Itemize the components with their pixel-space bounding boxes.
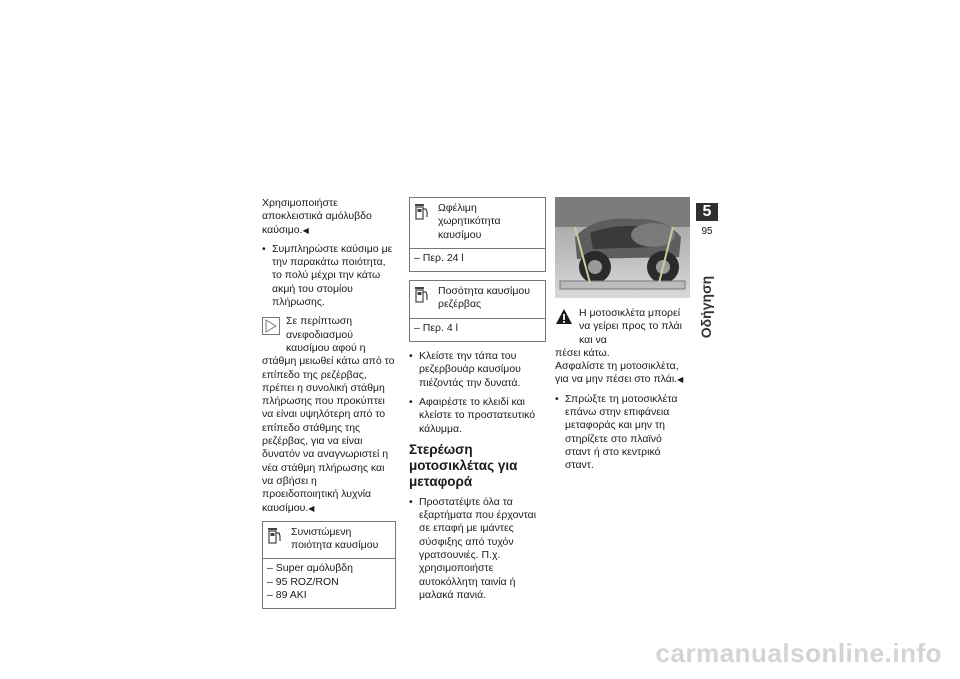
spec-box-tank-capacity xyxy=(409,197,546,272)
page-number: 95 xyxy=(701,226,713,237)
end-marker-icon: ◀ xyxy=(302,225,309,235)
spec-box-body xyxy=(410,319,545,341)
list-item: • Προστατέψτε όλα τα εξαρτήματα που έρχονται σε επαφή με ιμάντες σύσφιξης από τυχόν γρατσουνιές. Π.χ. χρησιμοποιήστε αυτοκόλλητη ταινία ή μαλακά πανιά. xyxy=(409,496,546,602)
spec-line: – Super αμόλυβδη xyxy=(267,562,353,575)
watermark-text: carmanualsonline.info xyxy=(655,638,942,668)
motorcycle-illustration xyxy=(555,197,690,298)
fuel-pump-icon xyxy=(415,287,429,303)
spec-box-header xyxy=(410,281,545,319)
section-heading: Στερέωση μοτοσικλέτας για μεταφορά xyxy=(409,441,518,489)
motorcycle-on-trailer-photo xyxy=(555,197,690,298)
spec-box-body xyxy=(410,249,545,271)
warning-note xyxy=(555,307,690,387)
list-item: • Αφαιρέστε το κλειδί και κλείστε το προστατευτικό κάλυμμα. xyxy=(409,396,546,436)
column-3 xyxy=(555,303,690,479)
note-triangle-icon xyxy=(262,317,280,335)
info-note xyxy=(262,315,396,514)
spec-box-reserve xyxy=(409,280,546,342)
end-marker-icon: ◀ xyxy=(308,503,315,513)
spec-line: – Περ. 4 l xyxy=(414,321,458,334)
warning-triangle-icon xyxy=(555,308,573,325)
chapter-side-title-text: Οδήγηση xyxy=(698,275,714,339)
end-marker-icon: ◀ xyxy=(677,375,684,385)
chapter-number-badge: 5 xyxy=(696,203,718,221)
warning-text-first: Η μοτοσικλέτα μπορεί να γείρει προς το πλάι και να xyxy=(579,307,682,346)
spec-line: – 95 ROZ/RON xyxy=(267,575,339,588)
spec-box-fuel-quality xyxy=(262,521,396,609)
list-item: • Συμπληρώστε καύσιμο με την παρακάτω ποιότητα, το πολύ μέχρι την κάτω ακμή του στομίου πλήρωσης. xyxy=(262,243,396,309)
fuel-pump-icon xyxy=(415,204,429,220)
column-2 xyxy=(409,197,546,608)
spec-line: – 89 AKI xyxy=(267,589,307,602)
list-item: • Κλείστε την τάπα του ρεζερβουάρ καυσίμου πιέζοντάς την δυνατά. xyxy=(409,350,546,390)
fuel-pump-icon xyxy=(268,528,282,544)
spec-line: – Περ. 24 l xyxy=(414,251,464,264)
intro-paragraph: Χρησιμοποιήστε αποκλειστικά αμόλυβδο καύσιμο.◀ xyxy=(262,197,372,236)
note-text-first: Σε περίπτωση ανεφοδιασμού καυσίμου αφού η xyxy=(286,315,366,354)
spec-box-title: Συνιστώμενη ποιότητα καυσίμου xyxy=(291,525,379,552)
spec-box-title: Ποσότητα καυσίμου ρεζέρβας xyxy=(438,285,530,311)
note-text-rest: στάθμη μειωθεί κάτω από το επίπεδο της ρεζέρβας, πρέπει η συνολική στάθμη πλήρωσης που προκύπτει να είναι υψηλότερη από το επίπεδο στάθμης της ρεζέρβας, για να είναι δυνατόν να αναγνωριστεί η νέα στάθμη πλήρωσης και να σβήσει η προειδοποιητική λυχνία καυσίμου.◀ xyxy=(262,355,395,514)
list-item: • Σπρώξτε τη μοτοσικλέτα επάνω στην επιφάνεια μεταφοράς και μην τη στηρίζετε στο πλαϊνό σταντ ή στο κεντρικό σταντ. xyxy=(555,393,690,473)
spec-box-body xyxy=(263,559,395,608)
spec-box-header xyxy=(263,522,395,560)
warning-text-action: Ασφαλίστε τη μοτοσικλέτα, για να μην πέσει στο πλάι. xyxy=(555,360,679,386)
warning-text-rest: πέσει κάτω. xyxy=(555,346,610,359)
column-1 xyxy=(262,197,396,617)
spec-box-header xyxy=(410,198,545,249)
spec-box-title: Ωφέλιμη χωρητικότητα καυσίμου xyxy=(438,202,501,241)
chapter-side-title xyxy=(694,272,718,342)
